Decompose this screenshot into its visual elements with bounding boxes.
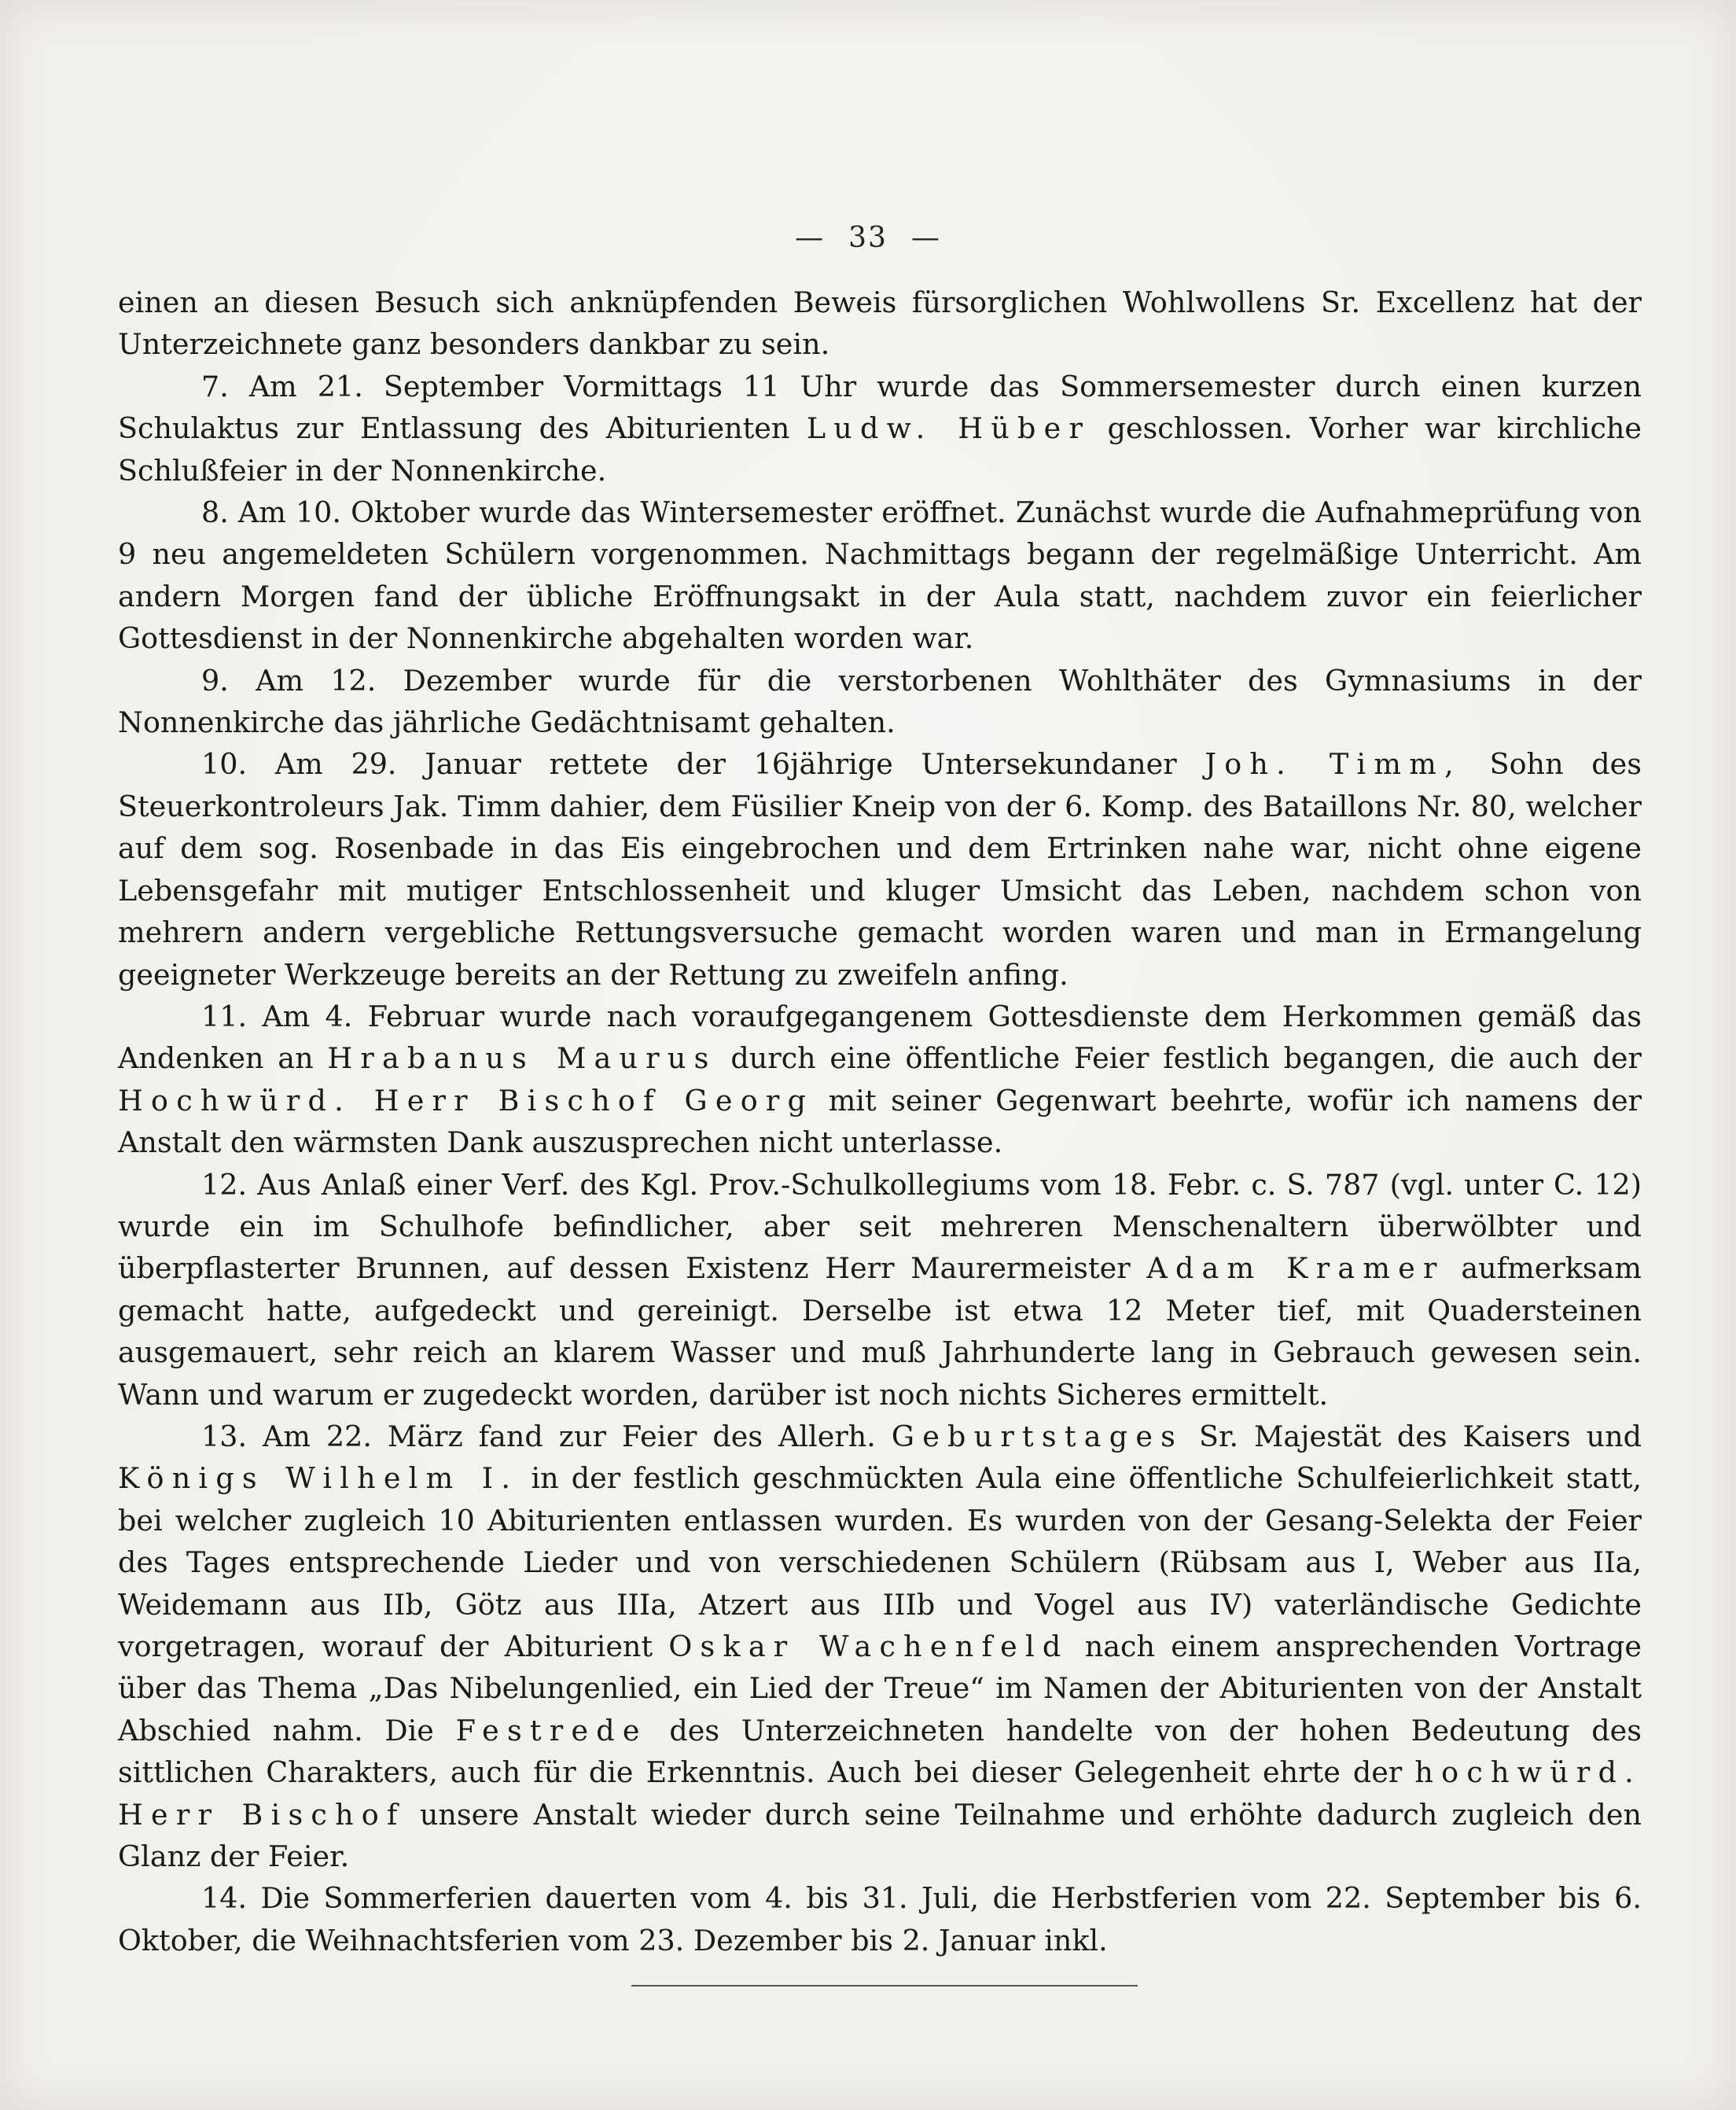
paragraph-9 [118, 660, 1642, 744]
paragraph-text: Aus Anlaß einer Verf. des Kgl. Prov.-Schulkollegiums vom 18. Febr. c. S. 787 (vgl. unter C. 12) wurde ein im Schulhofe befindlicher, aber seit mehreren Menschenaltern überwölbter und überpflasterter Brunnen, auf dessen Existenz Herr Maurermeister [118, 1167, 1642, 1286]
spaced-name: Geburtstages [891, 1419, 1184, 1453]
page-number-dash-right: — [910, 222, 941, 254]
spaced-name: Hochwürd. Herr Bischof Georg [118, 1083, 815, 1118]
paragraph-14 [118, 1877, 1642, 1961]
spaced-name: Adam Kramer [1146, 1251, 1445, 1286]
paragraph-text: aufmerksam gemacht hatte, aufgedeckt und gereinigt. Derselbe ist etwa 12 Meter tief, mit Quadersteinen ausgemauert, sehr reich an klarem Wasser und muß Jahrhunderte lang in Gebrauch gewesen sein. Wann und warum er zugedeckt worden, darüber ist noch nichts Sicheres ermittelt. [118, 1251, 1642, 1412]
paragraph-number: 11. [201, 999, 248, 1033]
paragraph-text: Am 29. Januar rettete der 16jährige Untersekundaner [247, 747, 1205, 782]
page-number-value: 33 [848, 222, 888, 254]
spaced-name: hochwürd. Herr Bischof [118, 1755, 1642, 1832]
paragraph-text: Am 21. September Vormittags 11 Uhr wurde das Sommersemester durch einen kurzen Schulaktus zur Entlassung des Abiturienten [118, 369, 1642, 446]
paragraph-text: in der festlich geschmückten Aula eine öffentliche Schulfeierlichkeit statt, bei welcher zugleich 10 Abiturienten entlassen wurden. Es wurden von der Gesang-Selekta der Feier des Tages entsprechende Lieder und von verschiedenen Schülern (Rübsam aus I, Weber aus IIa, Weidemann aus IIb, Götz aus IIIa, Atzert aus IIIb und Vogel aus IV) vaterländische Gedichte vorgetragen, worauf der Abiturient [118, 1461, 1642, 1663]
paragraph-text: einen an diesen Besuch sich anknüpfenden Beweis fürsorglichen Wohlwollens Sr. Excellenz hat der Unterzeichnete ganz besonders dankbar zu sein. [118, 285, 1642, 362]
spaced-name: Festrede [455, 1713, 648, 1747]
body-text [118, 282, 1642, 1961]
paragraph-text: des Unterzeichneten handelte von der hohen Bedeutung des sittlichen Charakters, auch für die Erkenntnis. Auch bei dieser Gelegenheit ehrte der [118, 1713, 1642, 1790]
paragraph-text: Am 22. März fand zur Feier des Allerh. [247, 1419, 892, 1453]
paragraph-text: durch eine öffentliche Feier festlich begangen, die auch der [716, 1041, 1642, 1076]
paragraph-text: Am 4. Februar wurde nach voraufgegangenem Gottesdienste dem Herkommen gemäß das Andenken an [118, 999, 1642, 1076]
paragraph-number: 10. [201, 747, 248, 782]
paragraph-text: Sr. Majestät des Kaisers und [1183, 1419, 1642, 1453]
paragraph-text: Am 10. Oktober wurde das Wintersemester eröffnet. Zunächst wurde die Aufnahmeprüfung von 9 neu angemeldeten Schülern vorgenommen. Nachmittags begann der regelmäßige Unterricht. Am andern Morgen fand der übliche Eröffnungsakt in der Aula statt, nachdem zuvor ein feierlicher Gottesdienst in der Nonnenkirche abgehalten worden war. [118, 495, 1642, 656]
paragraph-12 [118, 1164, 1642, 1416]
spaced-name: Ludw. Hüber [806, 411, 1091, 446]
paragraph-13 [118, 1416, 1642, 1877]
paragraph-number: 14. [201, 1881, 248, 1916]
paragraph-8 [118, 492, 1642, 660]
page-number-dash-left: — [795, 222, 826, 254]
spaced-name: Joh. Timm, [1205, 747, 1462, 782]
paragraph-text: geschlossen. Vorher war kirchliche Schlußfeier in der Nonnenkirche. [118, 411, 1642, 488]
paragraph-number: 9. [201, 663, 229, 698]
paragraph-text: mit seiner Gegenwart beehrte, wofür ich namens der Anstalt den wärmsten Dank auszusprechen nicht unterlasse. [118, 1083, 1642, 1160]
page-number [0, 222, 1736, 254]
paragraph-text: Am 12. Dezember wurde für die verstorbenen Wohlthäter des Gymnasiums in der Nonnenkirche das jährliche Gedächtnisamt gehalten. [118, 663, 1642, 740]
spaced-name: Oskar Wachenfeld [668, 1629, 1069, 1663]
paragraph-10 [118, 743, 1642, 995]
paragraph-number: 12. [201, 1167, 248, 1202]
paragraph-number: 7. [201, 369, 229, 403]
paragraph-text: nach einem ansprechenden Vortrage über das Thema „Das Nibelungenlied, ein Lied der Treue“ im Namen der Abiturienten von der Anstalt Abschied nahm. Die [118, 1629, 1642, 1747]
paragraph-text: Sohn des Steuerkontroleurs Jak. Timm dahier, dem Füsilier Kneip von der 6. Komp. des Bataillons Nr. 80, welcher auf dem sog. Rosenbade in das Eis eingebrochen und dem Ertrinken nahe war, nicht ohne eigene Lebensgefahr mit mutiger Entschlossenheit und kluger Umsicht das Leben, nachdem schon von mehrern andern vergebliche Rettungsversuche gemacht worden waren und man in Ermangelung geeigneter Werkzeuge bereits an der Rettung zu zweifeln anfing. [118, 747, 1642, 992]
paragraph-continuation [118, 282, 1642, 366]
spaced-name: Hrabanus Maurus [327, 1041, 717, 1076]
paragraph-number: 13. [201, 1419, 248, 1453]
paragraph-text: unsere Anstalt wieder durch seine Teilnahme und erhöhte dadurch zugleich den Glanz der Feier. [118, 1797, 1642, 1874]
paragraph-text: Die Sommerferien dauerten vom 4. bis 31. Juli, die Herbstferien vom 22. September bis 6. Oktober, die Weihnachtsferien vom 23. Dezember bis 2. Januar inkl. [118, 1881, 1642, 1957]
paragraph-number: 8. [201, 495, 229, 530]
footer-rule [631, 1985, 1138, 1987]
paragraph-7 [118, 366, 1642, 492]
paragraph-11 [118, 996, 1642, 1164]
spaced-name: Königs Wilhelm I. [118, 1461, 519, 1496]
